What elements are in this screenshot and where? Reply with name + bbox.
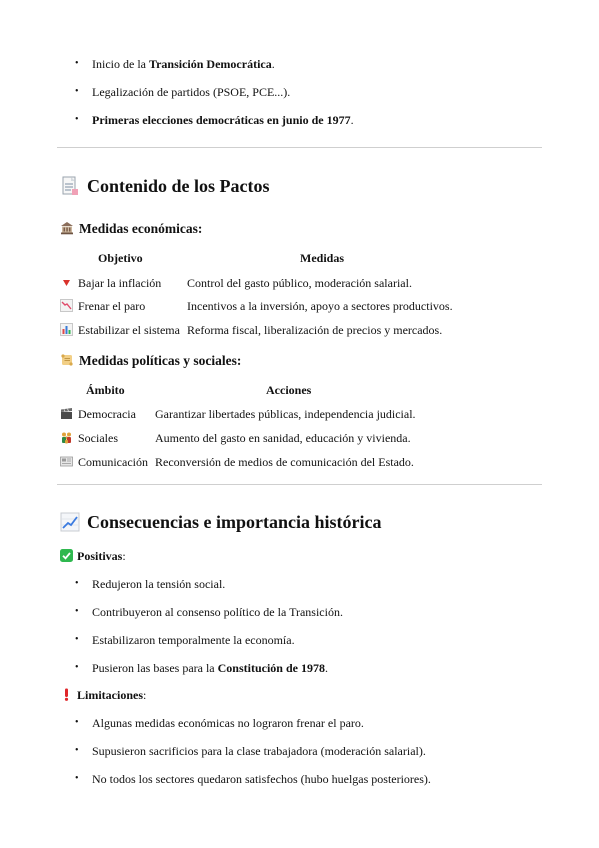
table-header-ambito: Ámbito: [86, 383, 125, 397]
bullet-dot: •: [75, 717, 79, 728]
bullet-dot: •: [75, 745, 79, 756]
bullet-text: Contribuyeron al consenso político de la Transición.: [92, 605, 343, 619]
bullet-bold-text: Constitución de 1978: [217, 661, 325, 675]
bullet-text: Algunas medidas económicas no lograron frenar el paro.: [92, 716, 364, 730]
list-item: [75, 113, 354, 127]
bullet-dot: •: [75, 114, 79, 125]
section-divider: [57, 484, 542, 485]
bullet-text: No todos los sectores quedaron satisfechos (hubo huelgas posteriores).: [92, 772, 431, 786]
list-item: [75, 661, 328, 675]
subheading-economicas: [60, 221, 202, 237]
newspaper-icon: [60, 455, 73, 468]
bullet-text: Supusieron sacrificios para la clase trabajadora (moderación salarial).: [92, 744, 426, 758]
bullet-text-end: .: [271, 57, 275, 71]
bullet-dot: •: [75, 634, 79, 645]
bullet-text: Inicio de la: [92, 57, 149, 71]
bullet-bold-text: Primeras elecciones democráticas en junio de 1977: [92, 113, 351, 127]
page-icon: [60, 176, 80, 196]
table-header-acciones: Acciones: [266, 383, 312, 397]
list-item: [75, 772, 431, 786]
table-cell-objetivo: [60, 323, 180, 337]
bank-icon: [60, 221, 74, 235]
scroll-icon: [60, 353, 74, 367]
subheading-politicas: [60, 353, 241, 369]
list-item: [75, 716, 364, 730]
list-item: [75, 605, 343, 619]
bullet-text-end: .: [350, 113, 354, 127]
check-icon: [60, 549, 73, 562]
bullet-text-end: .: [324, 661, 328, 675]
cell-text: Sociales: [78, 431, 118, 445]
table-cell-ambito: [60, 455, 148, 469]
limitaciones-label: Limitaciones:: [60, 688, 146, 702]
bullet-dot: •: [75, 606, 79, 617]
chart-up-icon: [60, 512, 80, 532]
positivas-label-text: Positivas: [77, 549, 123, 563]
section-title-text: Consecuencias e importancia histórica: [87, 512, 382, 532]
table-header-medidas: Medidas: [300, 251, 345, 265]
table-cell-objetivo: [60, 276, 161, 290]
list-item: [75, 577, 226, 591]
down-triangle-icon: [60, 276, 73, 289]
bullet-dot: •: [75, 86, 79, 97]
table-cell-medida: Control del gasto público, moderación salarial.: [187, 276, 412, 290]
bullet-dot: •: [75, 662, 79, 673]
table-cell-accion: Reconversión de medios de comunicación del Estado.: [155, 455, 414, 469]
bullet-text: Estabilizaron temporalmente la economía.: [92, 633, 295, 647]
section-divider: [57, 147, 542, 148]
cell-text: Estabilizar el sistema: [78, 323, 180, 337]
table-cell-objetivo: [60, 299, 145, 313]
cell-text: Frenar el paro: [78, 299, 146, 313]
section-title-text: Contenido de los Pactos: [87, 176, 270, 196]
chart-down-icon: [60, 299, 73, 312]
bullet-text: Legalización de partidos (PSOE, PCE...).: [92, 85, 291, 99]
cell-text: Comunicación: [78, 455, 148, 469]
bullet-dot: •: [75, 578, 79, 589]
cell-text: Bajar la inflación: [78, 276, 162, 290]
section-title-consecuencias: [60, 511, 381, 533]
table-header-objetivo: Objetivo: [98, 251, 143, 265]
subheading-text: Medidas políticas y sociales:: [79, 353, 242, 368]
cell-text: Democracia: [78, 407, 136, 421]
exclamation-icon: [60, 688, 73, 701]
table-cell-ambito: [60, 407, 136, 421]
bar-chart-icon: [60, 323, 73, 336]
bullet-bold-text: Transición Democrática: [148, 57, 272, 71]
table-cell-medida: Reforma fiscal, liberalización de precios y mercados.: [187, 323, 443, 337]
list-item: [75, 633, 295, 647]
bullet-text: Redujeron la tensión social.: [92, 577, 226, 591]
bullet-dot: •: [75, 58, 79, 69]
family-icon: [60, 431, 73, 444]
positivas-label: Positivas:: [60, 549, 126, 563]
clapper-icon: [60, 407, 73, 420]
bullet-text: Pusieron las bases para la: [92, 661, 218, 675]
bullet-dot: •: [75, 773, 79, 784]
limitaciones-label-text: Limitaciones: [77, 688, 143, 702]
table-cell-accion: Garantizar libertades públicas, independencia judicial.: [155, 407, 416, 421]
table-cell-medida: Incentivos a la inversión, apoyo a sectores productivos.: [187, 299, 453, 313]
subheading-text: Medidas económicas:: [79, 221, 203, 236]
list-item: [75, 85, 291, 99]
table-cell-ambito: [60, 431, 118, 445]
list-item: [75, 57, 275, 71]
table-cell-accion: Aumento del gasto en sanidad, educación y vivienda.: [155, 431, 411, 445]
section-title-contenido: [60, 175, 270, 197]
list-item: [75, 744, 426, 758]
